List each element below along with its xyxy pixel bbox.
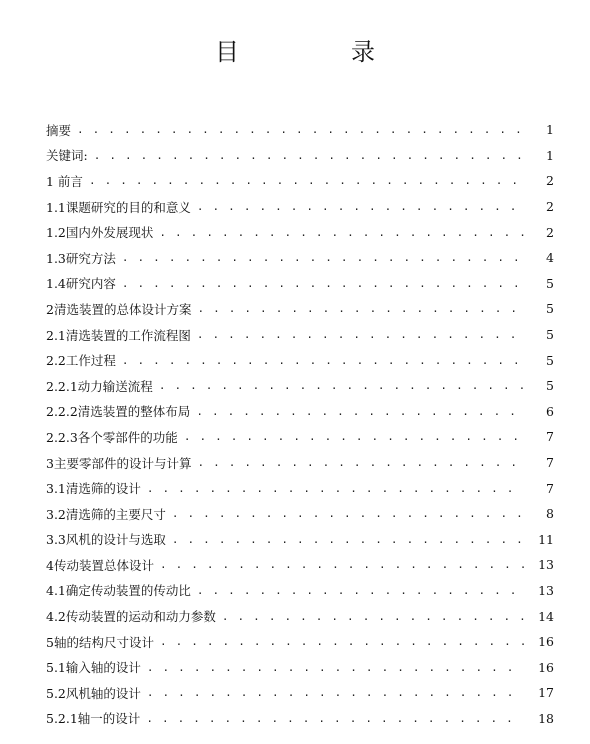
dot-leader — [172, 507, 524, 520]
toc-entry — [46, 629, 554, 655]
toc-entry-page: 4 — [546, 250, 554, 266]
toc-entry-page: 7 — [546, 429, 554, 445]
toc-entry-label: 2.2工作过程 — [46, 353, 116, 369]
toc-entry-label: 3.2清选筛的主要尺寸 — [46, 506, 166, 522]
toc-entry — [46, 219, 554, 245]
dot-leader — [160, 558, 524, 571]
toc-entry — [46, 245, 554, 271]
toc-entry-page: 16 — [538, 634, 554, 650]
toc-entry — [46, 552, 554, 578]
toc-entry — [46, 578, 554, 604]
toc-entry-label: 1.4研究内容 — [46, 276, 116, 292]
dot-leader — [122, 277, 524, 290]
toc-entry-page: 7 — [546, 480, 554, 496]
toc-entry-label: 2.2.2清选装置的整体布局 — [46, 404, 191, 420]
toc-entry-page: 6 — [546, 403, 554, 419]
toc-entry-page: 13 — [538, 582, 554, 598]
toc-entry-page: 5 — [546, 378, 554, 394]
toc-entry — [46, 347, 554, 373]
toc-entry-label: 5.2风机轴的设计 — [46, 685, 141, 701]
dot-leader — [159, 226, 524, 239]
page-title: 目 录 — [215, 38, 419, 66]
toc-entry-page: 2 — [546, 173, 554, 189]
toc-entry — [46, 194, 554, 220]
toc-entry — [46, 322, 554, 348]
dot-leader — [197, 456, 524, 469]
dot-leader — [146, 712, 524, 725]
dot-leader — [197, 328, 524, 341]
toc-entry-page: 2 — [546, 199, 554, 215]
toc-entry-page: 1 — [546, 122, 554, 138]
toc-entry — [46, 603, 554, 629]
dot-leader — [222, 610, 524, 623]
toc-entry — [46, 501, 554, 527]
toc-entry — [46, 527, 554, 553]
toc-entry-label: 2.1清选装置的工作流程图 — [46, 327, 191, 343]
dot-leader — [147, 661, 524, 674]
toc-entry-label: 5轴的结构尺寸设计 — [46, 634, 154, 650]
toc-entry — [46, 271, 554, 297]
toc-entry — [46, 399, 554, 425]
toc-entry — [46, 117, 554, 143]
toc-entry-label: 4.1确定传动装置的传动比 — [46, 583, 191, 599]
toc-entry-page: 5 — [546, 275, 554, 291]
toc-entry — [46, 373, 554, 399]
toc-entry-label: 2.2.3各个零部件的功能 — [46, 429, 178, 445]
dot-leader — [94, 149, 524, 162]
toc-entry — [46, 296, 554, 322]
dot-leader — [122, 251, 524, 264]
table-of-contents — [46, 117, 554, 731]
toc-entry-page: 8 — [546, 506, 554, 522]
toc-entry-label: 摘要 — [46, 122, 72, 138]
dot-leader — [122, 354, 524, 367]
toc-entry-page: 7 — [546, 455, 554, 471]
toc-entry-label: 5.1输入轴的设计 — [46, 660, 141, 676]
toc-entry-label: 4传动装置总体设计 — [46, 557, 154, 573]
toc-entry-label: 2清选装置的总体设计方案 — [46, 301, 192, 317]
toc-entry — [46, 654, 554, 680]
toc-entry-label: 5.2.1轴一的设计 — [46, 711, 141, 727]
dot-leader — [159, 379, 524, 392]
dot-leader — [172, 533, 524, 546]
toc-entry-label: 关键词: — [46, 148, 88, 164]
toc-entry-page: 1 — [546, 147, 554, 163]
toc-entry-label: 3主要零部件的设计与计算 — [46, 455, 192, 471]
toc-entry-page: 5 — [546, 327, 554, 343]
dot-leader — [197, 200, 524, 213]
toc-entry — [46, 450, 554, 476]
toc-entry-page: 5 — [546, 301, 554, 317]
toc-entry-page: 11 — [538, 531, 554, 547]
toc-entry — [46, 424, 554, 450]
toc-entry-label: 4.2传动装置的运动和动力参数 — [46, 609, 216, 625]
dot-leader — [184, 430, 524, 443]
toc-entry — [46, 706, 554, 732]
toc-entry — [46, 475, 554, 501]
toc-entry-page: 5 — [546, 352, 554, 368]
toc-entry — [46, 680, 554, 706]
toc-entry-page: 17 — [538, 685, 554, 701]
toc-entry-label: 1 前言 — [46, 173, 83, 189]
dot-leader — [197, 302, 524, 315]
dot-leader — [196, 405, 524, 418]
toc-entry-page: 18 — [538, 710, 554, 726]
toc-entry-label: 3.1清选筛的设计 — [46, 481, 141, 497]
toc-entry-label: 1.3研究方法 — [46, 250, 116, 266]
toc-entry-label: 1.2国内外发展现状 — [46, 225, 154, 241]
toc-entry-page: 2 — [546, 224, 554, 240]
toc-entry-page: 14 — [538, 608, 554, 624]
toc-entry-page: 16 — [538, 659, 554, 675]
toc-entry-page: 13 — [538, 557, 554, 573]
dot-leader — [160, 635, 524, 648]
dot-leader — [197, 584, 524, 597]
toc-entry-label: 1.1课题研究的目的和意义 — [46, 199, 191, 215]
toc-entry — [46, 143, 554, 169]
dot-leader — [147, 482, 524, 495]
toc-entry-label: 2.2.1动力输送流程 — [46, 378, 153, 394]
dot-leader — [147, 686, 524, 699]
dot-leader — [77, 123, 524, 136]
toc-entry — [46, 168, 554, 194]
dot-leader — [89, 174, 524, 187]
toc-entry-label: 3.3风机的设计与选取 — [46, 532, 166, 548]
